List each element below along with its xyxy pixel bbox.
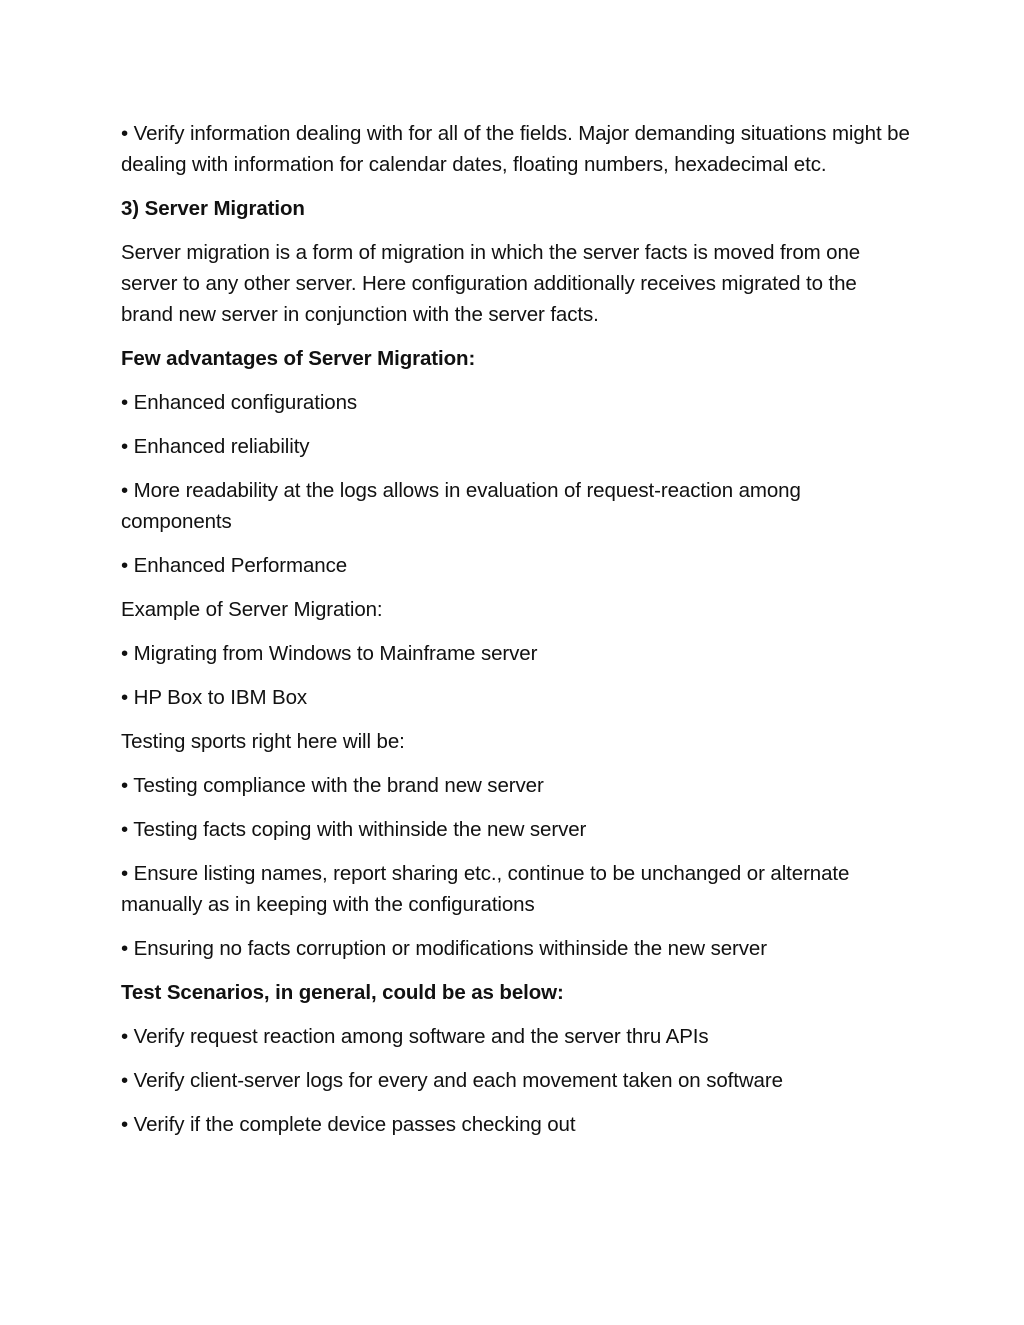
bullet-ensuring-no-corruption: • Ensuring no facts corruption or modifications withinside the new server <box>121 937 767 960</box>
bullet-windows-to-mainframe: • Migrating from Windows to Mainframe server <box>121 642 538 665</box>
paragraph-server-migration-definition: Server migration is a form of migration in which the server facts is moved from one server to any other server. Here configuration additionally receives migrated to the brand new server in conjunction with the server facts. <box>121 241 861 326</box>
heading-advantages: Few advantages of Server Migration: <box>121 347 476 370</box>
bullet-readability-logs: • More readability at the logs allows in evaluation of request-reaction among components <box>121 479 801 533</box>
bullet-verify-request-reaction: • Verify request reaction among software and the server thru APIs <box>121 1025 709 1048</box>
bullet-verify-device-passes: • Verify if the complete device passes checking out <box>121 1113 576 1136</box>
example-heading: Example of Server Migration: <box>121 598 383 621</box>
bullet-enhanced-reliability: • Enhanced reliability <box>121 435 310 458</box>
bullet-testing-facts-coping: • Testing facts coping with withinside the new server <box>121 818 587 841</box>
section-heading-server-migration: 3) Server Migration <box>121 197 305 220</box>
bullet-verify-client-server-logs: • Verify client-server logs for every and each movement taken on software <box>121 1069 783 1092</box>
testing-activities-heading: Testing sports right here will be: <box>121 730 405 753</box>
bullet-hp-to-ibm: • HP Box to IBM Box <box>121 686 308 709</box>
document-page <box>121 118 911 1153</box>
bullet-testing-compliance: • Testing compliance with the brand new server <box>121 774 544 797</box>
bullet-verify-information: • Verify information dealing with for all of the fields. Major demanding situations might be dealing with information for calendar dates, floating numbers, hexadecimal etc. <box>121 122 910 176</box>
bullet-enhanced-configurations: • Enhanced configurations <box>121 391 358 414</box>
bullet-ensure-listing-names: • Ensure listing names, report sharing etc., continue to be unchanged or alternate manually as in keeping with the configurations <box>121 862 850 916</box>
bullet-enhanced-performance: • Enhanced Performance <box>121 554 348 577</box>
heading-test-scenarios: Test Scenarios, in general, could be as below: <box>121 981 564 1004</box>
